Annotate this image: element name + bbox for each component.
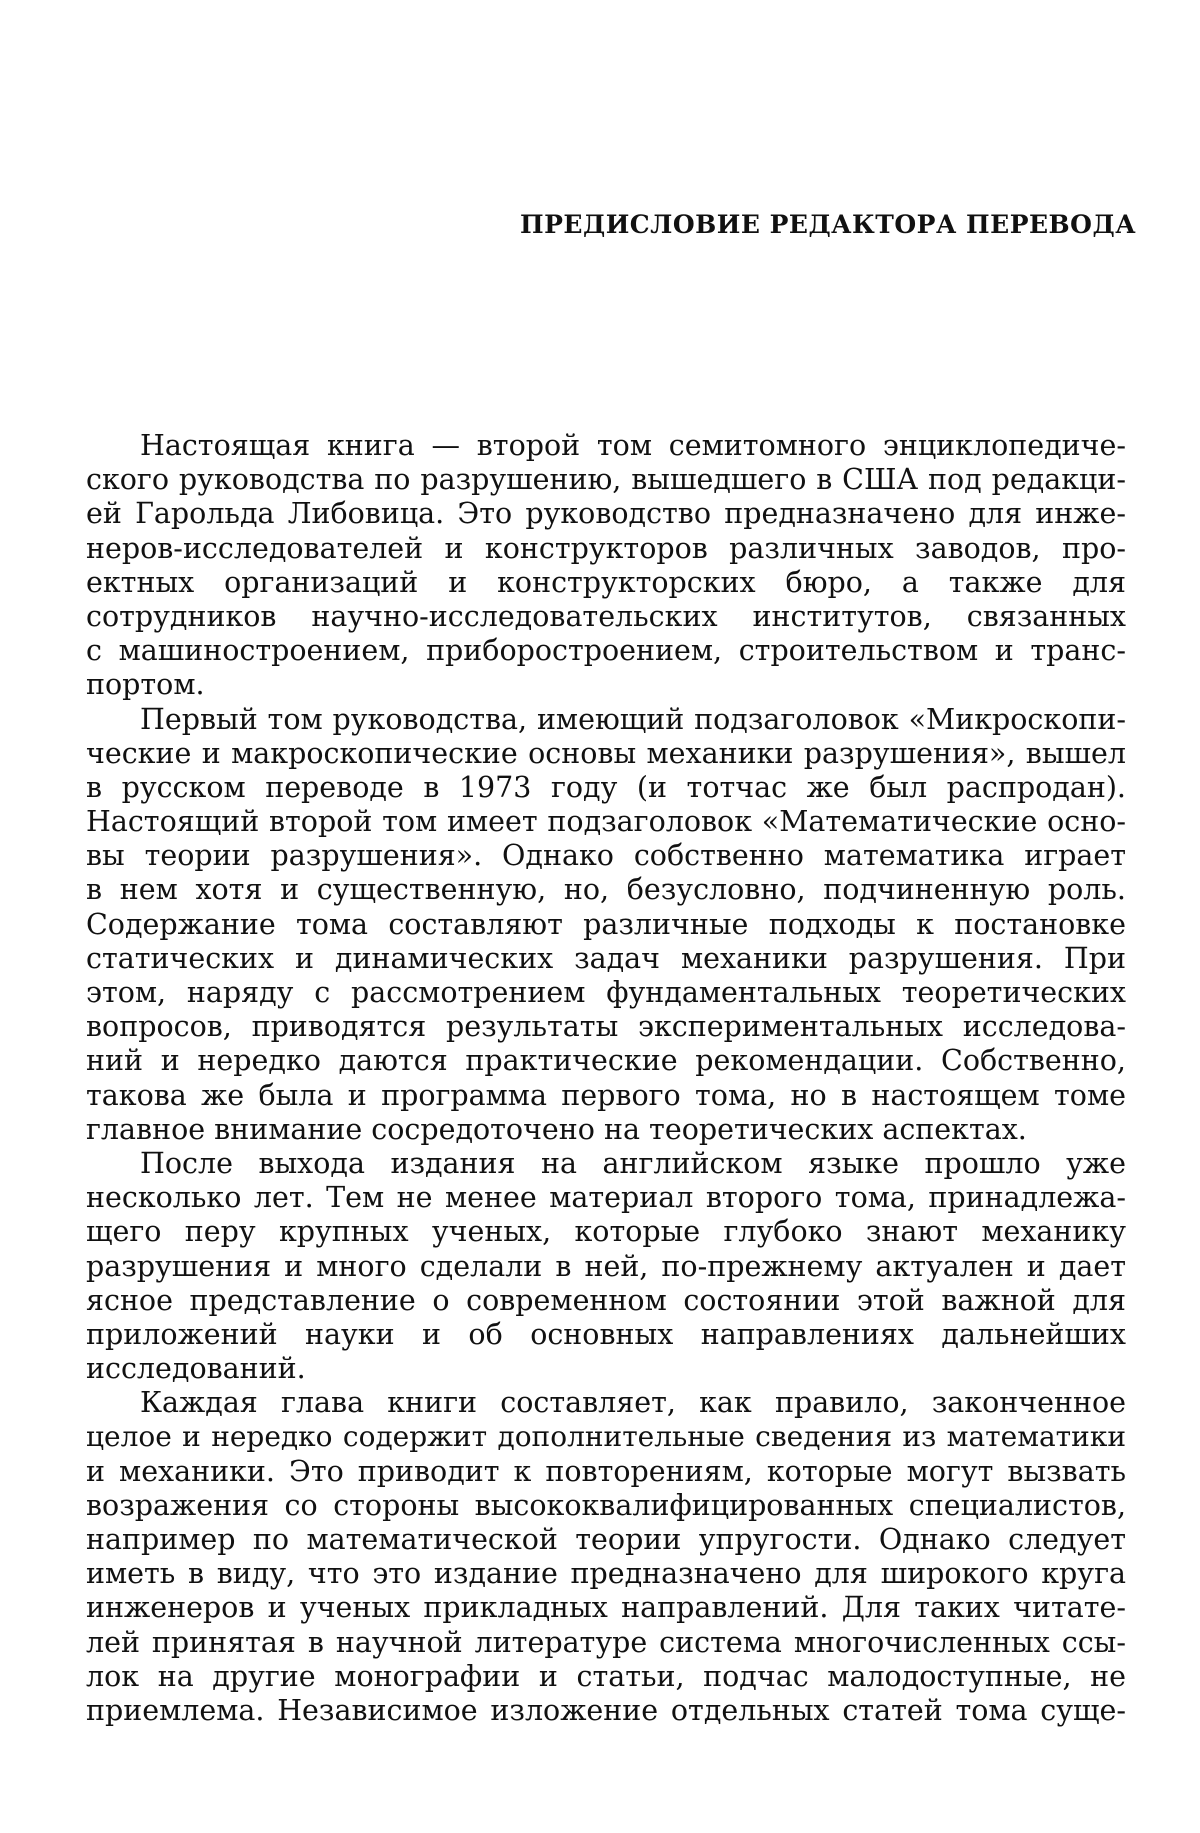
text-line: в русском переводе в 1973 году (и тотчас же был распродан). (86, 770, 1126, 804)
text-line: ектных организаций и конструкторских бюро, а также для (86, 565, 1126, 599)
text-line: ясное представление о современном состоянии этой важной для (86, 1283, 1126, 1317)
text-line: сотрудников научно-исследовательских институтов, связанных (86, 599, 1126, 633)
text-line: и механики. Это приводит к повторениям, которые могут вызвать (86, 1454, 1126, 1488)
text-line: инженеров и ученых прикладных направлений. Для таких читате- (86, 1591, 1126, 1625)
text-line: ского руководства по разрушению, вышедшего в США под редакци- (86, 463, 1126, 497)
page-heading: ПРЕДИСЛОВИЕ РЕДАКТОРА ПЕРЕВОДА (520, 210, 1137, 239)
text-line: иметь в виду, что это издание предназначено для широкого круга (86, 1557, 1126, 1591)
paragraph-2 (86, 703, 1126, 1147)
text-line: вы теории разрушения». Однако собственно математика играет (86, 839, 1126, 873)
text-line: вопросов, приводятся результаты экспериментальных исследова- (86, 1010, 1126, 1044)
text-line: несколько лет. Тем не менее материал второго тома, принадлежа- (86, 1181, 1126, 1215)
text-line: с машиностроением, приборостроением, строительством и транс- (86, 634, 1126, 668)
text-line: главное внимание сосредоточено на теоретических аспектах. (86, 1112, 1027, 1146)
text-line: Содержание тома составляют различные подходы к постановке (86, 907, 1126, 941)
text-line: возражения со стороны высококвалифицированных специалистов, (86, 1488, 1126, 1522)
text-line: Настоящая книга — второй том семитомного энциклопедиче- (140, 429, 1126, 462)
paragraph-3 (86, 1147, 1126, 1386)
text-line: щего перу крупных ученых, которые глубоко знают механику (86, 1215, 1126, 1249)
text-line: ей Гарольда Либовица. Это руководство предназначено для инже- (86, 497, 1126, 531)
body-text (86, 429, 1126, 1728)
text-line: портом. (86, 668, 205, 702)
text-line: Каждая глава книги составляет, как правило, законченное (140, 1386, 1126, 1420)
text-line: ческие и макроскопические основы механики разрушения», вышел (86, 736, 1126, 770)
text-line: Настоящий второй том имеет подзаголовок «Математические осно- (86, 805, 1126, 839)
text-line: неров-исследователей и конструкторов различных заводов, про- (86, 531, 1126, 565)
text-line: лок на другие монографии и статьи, подчас малодоступные, не (86, 1659, 1126, 1693)
text-line: лей принятая в научной литературе система многочисленных ссы- (86, 1625, 1126, 1659)
text-line: После выхода издания на английском языке прошло уже (140, 1146, 1126, 1180)
text-line: в нем хотя и существенную, но, безусловно, подчиненную роль. (86, 873, 1126, 907)
text-line: статических и динамических задач механики разрушения. При (86, 941, 1126, 975)
text-line: приложений науки и об основных направлениях дальнейших (86, 1317, 1126, 1351)
paragraph-4 (86, 1386, 1126, 1728)
text-line: целое и нередко содержит дополнительные сведения из математики (86, 1420, 1126, 1454)
text-line: Первый том руководства, имеющий подзаголовок «Микроскопи- (140, 702, 1126, 736)
paragraph-1 (86, 429, 1126, 703)
text-line: например по математической теории упругости. Однако следует (86, 1523, 1126, 1556)
text-line: ний и нередко даются практические рекомендации. Собственно, (86, 1044, 1126, 1078)
text-line: разрушения и много сделали в ней, по-прежнему актуален и дает (86, 1249, 1126, 1283)
text-line: этом, наряду с рассмотрением фундаментальных теоретических (86, 976, 1126, 1009)
text-line: исследований. (86, 1352, 306, 1386)
text-line: такова же была и программа первого тома, но в настоящем томе (86, 1078, 1126, 1112)
text-line: приемлема. Независимое изложение отдельных статей тома суще- (86, 1693, 1126, 1727)
